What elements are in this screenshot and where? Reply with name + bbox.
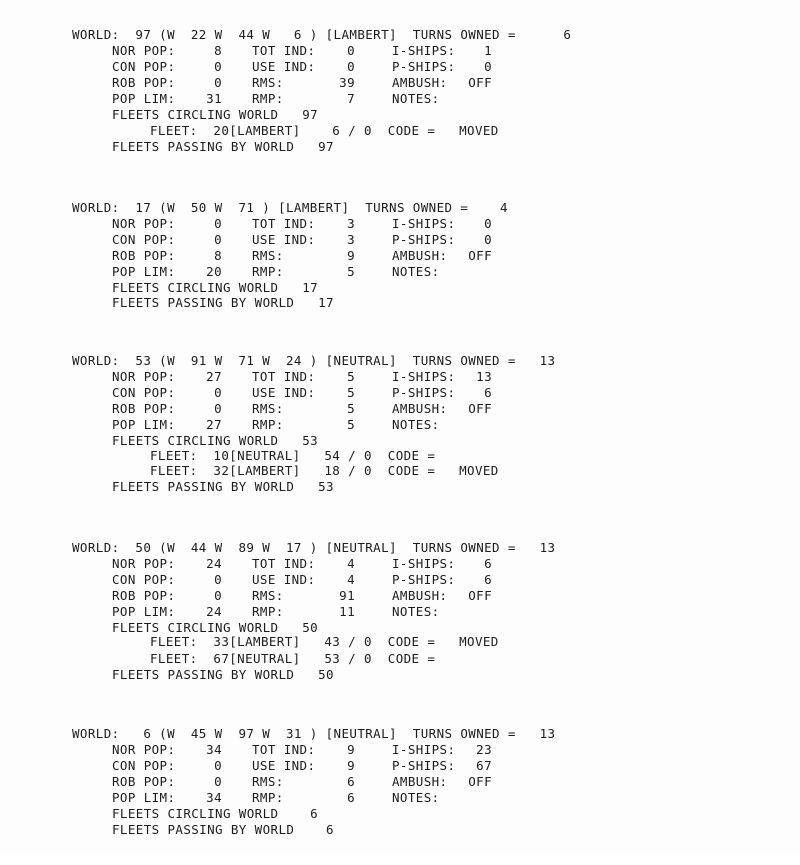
notes-label: NOTES: [392,417,440,432]
rms-label: RMS: [252,588,284,603]
stat-row-con-pop [112,59,532,74]
rms-label: RMS: [252,401,284,416]
con-pop-label: CON POP: [112,385,176,400]
fleet-line: FLEET: 33[LAMBERT] 43 / 0 CODE = MOVED [150,634,499,649]
fleets-passing-line: FLEETS PASSING BY WORLD 17 [112,295,334,310]
p-ships-label: P-SHIPS: [392,232,456,247]
stat-row-pop-lim [112,790,532,805]
fleets-passing-line: FLEETS PASSING BY WORLD 53 [112,479,334,494]
pop-lim-label: POP LIM: [112,417,176,432]
pop-lim-label: POP LIM: [112,264,176,279]
fleet-line: FLEET: 20[LAMBERT] 6 / 0 CODE = MOVED [150,123,499,138]
use-ind-value: 3 [347,232,355,247]
tot-ind-label: TOT IND: [252,742,316,757]
stat-row-pop-lim [112,264,532,279]
rms-value: 91 [339,588,355,603]
nor-pop-value: 8 [214,43,222,58]
fleets-circling-line: FLEETS CIRCLING WORLD 17 [112,280,319,295]
stat-row-pop-lim [112,604,532,619]
stat-row-con-pop [112,572,532,587]
i-ships-value: 23 [476,742,492,757]
i-ships-label: I-SHIPS: [392,742,456,757]
tot-ind-value: 9 [347,742,355,757]
world-block-97 [0,27,800,162]
stat-row-rob-pop [112,248,532,263]
p-ships-value: 0 [484,232,492,247]
rmp-value: 5 [347,417,355,432]
rmp-label: RMP: [252,91,284,106]
i-ships-label: I-SHIPS: [392,556,456,571]
stat-row-nor-pop [112,369,532,384]
rms-value: 9 [347,248,355,263]
ambush-value: OFF [468,75,492,90]
use-ind-value: 5 [347,385,355,400]
i-ships-label: I-SHIPS: [392,216,456,231]
fleets-circling-line: FLEETS CIRCLING WORLD 53 [112,433,319,448]
ambush-value: OFF [468,588,492,603]
con-pop-value: 0 [214,758,222,773]
tot-ind-label: TOT IND: [252,43,316,58]
i-ships-value: 1 [484,43,492,58]
ambush-label: AMBUSH: [392,401,448,416]
pop-lim-label: POP LIM: [112,790,176,805]
nor-pop-value: 0 [214,216,222,231]
notes-label: NOTES: [392,604,440,619]
p-ships-label: P-SHIPS: [392,59,456,74]
world-header: WORLD: 6 (W 45 W 97 W 31 ) [NEUTRAL] TURNS OWNED = 13 [72,726,556,741]
stat-row-rob-pop [112,401,532,416]
rms-value: 5 [347,401,355,416]
stat-row-con-pop [112,385,532,400]
con-pop-label: CON POP: [112,758,176,773]
stat-row-rob-pop [112,774,532,789]
fleet-line: FLEET: 32[LAMBERT] 18 / 0 CODE = MOVED [150,463,499,478]
con-pop-label: CON POP: [112,59,176,74]
rob-pop-label: ROB POP: [112,75,176,90]
rob-pop-label: ROB POP: [112,248,176,263]
ambush-label: AMBUSH: [392,774,448,789]
world-block-6 [0,726,800,841]
stat-row-nor-pop [112,742,532,757]
fleets-circling-line: FLEETS CIRCLING WORLD 97 [112,107,319,122]
tot-ind-value: 0 [347,43,355,58]
rms-value: 6 [347,774,355,789]
pop-lim-value: 31 [206,91,222,106]
use-ind-value: 9 [347,758,355,773]
tot-ind-value: 5 [347,369,355,384]
pop-lim-label: POP LIM: [112,91,176,106]
ambush-value: OFF [468,774,492,789]
use-ind-value: 4 [347,572,355,587]
i-ships-label: I-SHIPS: [392,43,456,58]
rmp-label: RMP: [252,604,284,619]
nor-pop-value: 34 [206,742,222,757]
pop-lim-value: 34 [206,790,222,805]
world-block-50 [0,540,800,680]
world-block-17 [0,200,800,310]
stat-row-pop-lim [112,417,532,432]
use-ind-label: USE IND: [252,385,316,400]
stat-row-rob-pop [112,75,532,90]
world-block-53 [0,353,800,493]
con-pop-label: CON POP: [112,572,176,587]
rmp-label: RMP: [252,264,284,279]
tot-ind-label: TOT IND: [252,556,316,571]
fleets-passing-line: FLEETS PASSING BY WORLD 50 [112,667,334,682]
use-ind-label: USE IND: [252,59,316,74]
stat-row-pop-lim [112,91,532,106]
stat-row-nor-pop [112,43,532,58]
rob-pop-value: 0 [214,401,222,416]
fleets-passing-line: FLEETS PASSING BY WORLD 97 [112,139,334,154]
i-ships-value: 13 [476,369,492,384]
con-pop-value: 0 [214,232,222,247]
rmp-value: 6 [347,790,355,805]
nor-pop-label: NOR POP: [112,216,176,231]
ambush-value: OFF [468,248,492,263]
stat-row-con-pop [112,232,532,247]
use-ind-label: USE IND: [252,232,316,247]
use-ind-label: USE IND: [252,572,316,587]
tot-ind-value: 3 [347,216,355,231]
pop-lim-value: 20 [206,264,222,279]
world-header: WORLD: 53 (W 91 W 71 W 24 ) [NEUTRAL] TURNS OWNED = 13 [72,353,556,368]
notes-label: NOTES: [392,91,440,106]
world-header: WORLD: 17 (W 50 W 71 ) [LAMBERT] TURNS OWNED = 4 [72,200,508,215]
tot-ind-label: TOT IND: [252,369,316,384]
rms-label: RMS: [252,248,284,263]
i-ships-value: 6 [484,556,492,571]
notes-label: NOTES: [392,264,440,279]
ambush-label: AMBUSH: [392,588,448,603]
rmp-value: 5 [347,264,355,279]
nor-pop-label: NOR POP: [112,43,176,58]
rob-pop-value: 0 [214,75,222,90]
nor-pop-label: NOR POP: [112,369,176,384]
stat-row-rob-pop [112,588,532,603]
ambush-label: AMBUSH: [392,75,448,90]
nor-pop-value: 24 [206,556,222,571]
p-ships-label: P-SHIPS: [392,758,456,773]
stat-row-con-pop [112,758,532,773]
nor-pop-label: NOR POP: [112,742,176,757]
fleets-circling-line: FLEETS CIRCLING WORLD 6 [112,806,319,821]
rms-label: RMS: [252,75,284,90]
ambush-label: AMBUSH: [392,248,448,263]
fleet-line: FLEET: 10[NEUTRAL] 54 / 0 CODE = [150,448,436,463]
nor-pop-label: NOR POP: [112,556,176,571]
rob-pop-value: 8 [214,248,222,263]
con-pop-value: 0 [214,572,222,587]
rob-pop-label: ROB POP: [112,401,176,416]
p-ships-label: P-SHIPS: [392,385,456,400]
notes-label: NOTES: [392,790,440,805]
rob-pop-label: ROB POP: [112,588,176,603]
con-pop-value: 0 [214,59,222,74]
use-ind-value: 0 [347,59,355,74]
ambush-value: OFF [468,401,492,416]
tot-ind-label: TOT IND: [252,216,316,231]
rob-pop-value: 0 [214,774,222,789]
p-ships-value: 6 [484,385,492,400]
world-header: WORLD: 97 (W 22 W 44 W 6 ) [LAMBERT] TURNS OWNED = 6 [72,27,572,42]
fleets-circling-line: FLEETS CIRCLING WORLD 50 [112,620,319,635]
rmp-value: 11 [339,604,355,619]
fleets-passing-line: FLEETS PASSING BY WORLD 6 [112,822,334,837]
rob-pop-value: 0 [214,588,222,603]
rmp-value: 7 [347,91,355,106]
p-ships-value: 0 [484,59,492,74]
fleet-line: FLEET: 67[NEUTRAL] 53 / 0 CODE = [150,651,436,666]
use-ind-label: USE IND: [252,758,316,773]
stat-row-nor-pop [112,216,532,231]
nor-pop-value: 27 [206,369,222,384]
pop-lim-value: 27 [206,417,222,432]
con-pop-value: 0 [214,385,222,400]
p-ships-value: 6 [484,572,492,587]
i-ships-value: 0 [484,216,492,231]
world-header: WORLD: 50 (W 44 W 89 W 17 ) [NEUTRAL] TURNS OWNED = 13 [72,540,556,555]
rms-value: 39 [339,75,355,90]
rms-label: RMS: [252,774,284,789]
tot-ind-value: 4 [347,556,355,571]
pop-lim-label: POP LIM: [112,604,176,619]
i-ships-label: I-SHIPS: [392,369,456,384]
rmp-label: RMP: [252,790,284,805]
p-ships-value: 67 [476,758,492,773]
rmp-label: RMP: [252,417,284,432]
pop-lim-value: 24 [206,604,222,619]
con-pop-label: CON POP: [112,232,176,247]
stat-row-nor-pop [112,556,532,571]
p-ships-label: P-SHIPS: [392,572,456,587]
rob-pop-label: ROB POP: [112,774,176,789]
